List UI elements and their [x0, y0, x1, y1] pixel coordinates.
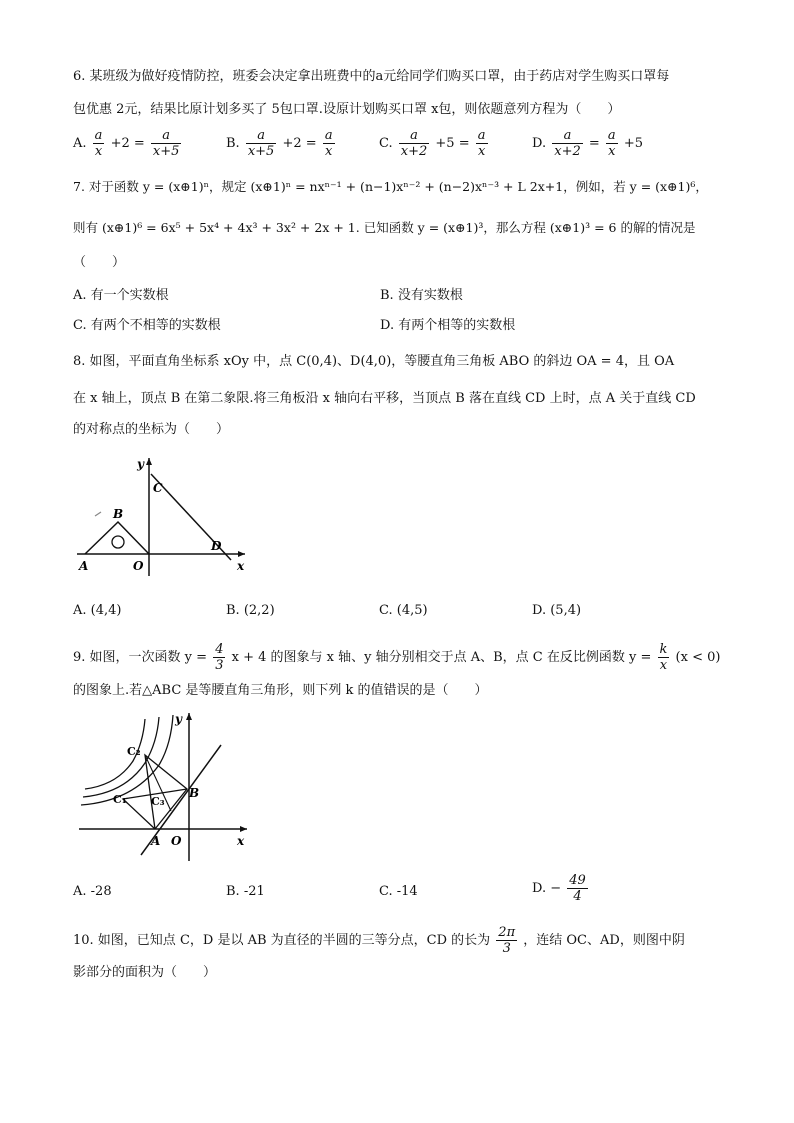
- q9-label-y: y: [175, 712, 182, 726]
- q9-hyperbola-1: [81, 715, 173, 805]
- q10-line-1: 10. 如图，已知点 C，D 是以 AB 为直径的半圆的三等分点，CD 的长为 $\frac{2\pi}{3}$ ，连结 OC、AD，则图中阴: [73, 925, 685, 956]
- q9-option-c[interactable]: C. -14: [379, 884, 418, 899]
- q8-triangle-hole: [112, 536, 124, 548]
- q7-line-1: 7. 对于函数 y = (x⊕1)ⁿ，规定 (x⊕1)ⁿ = nxⁿ⁻¹ + (n−1)xⁿ⁻² + (n−2)xⁿ⁻³ + L 2x+1，例如，若 y = (x⊕1)⁶，: [73, 179, 708, 194]
- q8-label-x: x: [237, 559, 245, 573]
- q8-option-c[interactable]: C. (4,5): [379, 603, 428, 618]
- q9-figure: [73, 705, 253, 865]
- q8-x-arrow: [238, 551, 245, 557]
- q6-option-d[interactable]: D. $\frac{a}{x+2}$ = $\frac{a}{x}$ +5: [532, 128, 643, 159]
- q9-label-a: A: [151, 834, 161, 848]
- q7-option-a[interactable]: A. 有一个实数根: [73, 288, 169, 303]
- q7-option-d[interactable]: D. 有两个相等的实数根: [380, 318, 516, 333]
- q8-line-2: 在 x 轴上，顶点 B 在第二象限.将三角板沿 x 轴向右平移，当顶点 B 落在直线 CD 上时，点 A 关于直线 CD: [73, 391, 696, 406]
- q8-label-y: y: [137, 457, 144, 471]
- q8-option-b[interactable]: B. (2,2): [226, 603, 275, 618]
- q7-option-c[interactable]: C. 有两个不相等的实数根: [73, 318, 221, 333]
- q8-label-d: D: [211, 539, 222, 553]
- q8-line-3: 的对称点的坐标为（ ）: [73, 422, 230, 437]
- q9-x-arrow: [240, 826, 247, 832]
- q6-line-2: 包优惠 2元，结果比原计划多买了 5包口罩.设原计划购买口罩 x包，则依题意列方程为（ ）: [73, 102, 621, 117]
- q6-option-b[interactable]: B. $\frac{a}{x+5}$ +2 = $\frac{a}{x}$: [226, 128, 333, 159]
- q9-label-b: B: [189, 786, 200, 800]
- q9-option-d[interactable]: D. − $\frac{49}{4}$: [532, 873, 586, 904]
- q8-scan-mark: [95, 512, 101, 516]
- q8-triangle-abo: [85, 522, 149, 554]
- q9-label-c3: C₃: [151, 795, 165, 808]
- q9-label-c2: C₂: [127, 745, 141, 758]
- q8-label-b: B: [113, 507, 124, 521]
- q9-option-a[interactable]: A. -28: [73, 884, 112, 899]
- q10-line-2: 影部分的面积为（ ）: [73, 965, 217, 980]
- q9-option-b[interactable]: B. -21: [226, 884, 265, 899]
- q8-option-d[interactable]: D. (5,4): [532, 603, 582, 618]
- q8-figure: [73, 450, 253, 580]
- q8-option-a[interactable]: A. (4,4): [73, 603, 122, 618]
- q9-line-2: 的图象上.若△ABC 是等腰直角三角形，则下列 k 的值错误的是（ ）: [73, 683, 488, 698]
- q9-label-x: x: [237, 834, 245, 848]
- q8-label-c: C: [153, 481, 163, 495]
- q8-line-1: 8. 如图，平面直角坐标系 xOy 中，点 C(0,4)、D(4,0)，等腰直角三角板 ABO 的斜边 OA = 4，且 OA: [73, 354, 675, 369]
- q7-line-2: 则有 (x⊕1)⁶ = 6x⁵ + 5x⁴ + 4x³ + 3x² + 2x + 1. 已知函数 y = (x⊕1)³，那么方程 (x⊕1)³ = 6 的解的情况是: [73, 220, 696, 235]
- q6-option-a[interactable]: A. $\frac{a}{x}$ +2 = $\frac{a}{x+5}$: [73, 128, 180, 159]
- q6-line-1: 6. 某班级为做好疫情防控，班委会决定拿出班费中的a元给同学们购买口罩，由于药店对学生购买口罩每: [73, 69, 670, 84]
- q9-label-o: O: [171, 834, 182, 848]
- q7-line-3: （ ）: [73, 255, 126, 270]
- q6-option-c[interactable]: C. $\frac{a}{x+2}$ +5 = $\frac{a}{x}$: [379, 128, 486, 159]
- q8-y-arrow: [146, 458, 152, 465]
- q7-option-b[interactable]: B. 没有实数根: [380, 288, 463, 303]
- q9-y-arrow: [186, 713, 192, 720]
- q8-label-o: O: [133, 559, 144, 573]
- q9-line-1: 9. 如图，一次函数 y = $\frac{4}{3}$ x + 4 的图象与 x 轴、y 轴分别相交于点 A、B，点 C 在反比例函数 y = $\frac{k}{x}$ (x < 0): [73, 642, 721, 673]
- q9-label-c1: C₁: [113, 793, 127, 806]
- q8-label-a: A: [79, 559, 89, 573]
